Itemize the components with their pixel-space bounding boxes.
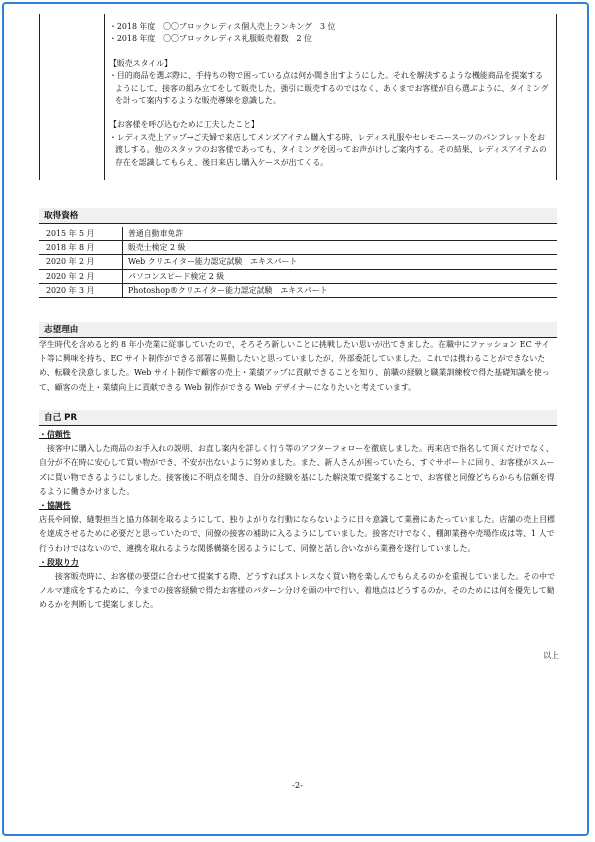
ranking-line: ・2018 年度 〇〇ブロックレディス個人売上ランキング 3 位 [109, 22, 336, 31]
qualification-date: 2020 年 2 月 [39, 255, 123, 269]
pr-title-cooperation: ・協調性 [39, 501, 71, 511]
qualification-row [39, 283, 557, 297]
self-pr-heading: 自己 PR [39, 410, 557, 426]
qualification-row [39, 255, 557, 269]
sales-style-heading: 【販売スタイル】 [109, 58, 172, 68]
qualification-item: 販売士検定 2 級 [123, 241, 558, 255]
qualification-date: 2020 年 2 月 [39, 269, 123, 283]
pr-text-cooperation: 店長や同僚、縫製担当と協力体制を取るようにして、独りよがりな行動にならないように日々意識して業務にあたっていました。店舗の売上目標を達成させるために必要だと思っていたので、同僚の接客の補助に入るようにしていました。接客だけでなく、棚卸業務や売場作成は等、1 人で行うわけではないので、連携を取れるような関係構築を図るようにして、同僚と話し合いながら業務を遂行していました。 [39, 515, 555, 553]
pr-text-reliability: 接客中に購入した商品のお手入れの説明、お直し案内を詳しく行う等のアフターフォローを徹底しました。再来店で指名して頂くだけでなく、自分が不在時に安心して買い物ができ、不安が出ないように努めました。また、新人さんが困っていたら、すぐサポートに回り、お客様がスムーズに買い物できるようにしました。接客後に不明点を聞き、自分の経験を基にした解決策で提案することで、お客様と同僚どちらからも信頼を得るように働きかけました。 [39, 444, 555, 496]
qualifications-table [39, 227, 557, 298]
motivation-paragraph: 学生時代を含めると約 8 年小売業に従事していたので、そろそろ新しいことに挑戦したい思いが出てきました。在職中にファッション EC サイト等に興味を持ち、EC サイト制作ができる部署に異動したいと思っていましたが、外部委託していました。これでは携わることができないため、転職を決意しました。Web サイト制作で顧客の売上・業績アップに貢献できることを知り、前職の経験と職業訓練校で得た基礎知識を使って、顧客の売上・業績向上に貢献できる Web 制作ができる Web デザイナーになりたいと考えています。 [39, 340, 550, 392]
page-number: -2- [292, 780, 303, 790]
career-table-continuation [39, 14, 557, 180]
pr-title-planning: ・段取り力 [39, 557, 79, 567]
qualification-date: 2015 年 5 月 [39, 227, 123, 241]
qualification-row [39, 227, 557, 241]
qualification-item: Photoshop®クリエイター能力認定試験 エキスパート [123, 283, 558, 297]
pr-title-reliability: ・信頼性 [39, 430, 71, 439]
qualification-date: 2020 年 3 月 [39, 283, 123, 297]
qualification-row [39, 241, 557, 255]
ranking-line: ・2018 年度 〇〇ブロックレディス礼服販売着数 2 位 [109, 34, 312, 44]
qualification-date: 2018 年 8 月 [39, 241, 123, 255]
qualifications-heading: 取得資格 [39, 208, 557, 224]
closing-text: 以上 [543, 651, 559, 660]
motivation-text [39, 338, 557, 395]
sales-style-text: ・目的商品を選ぶ際に、手持ちの物で困っている点は何か聞き出すようにした。それを解決するような機能商品を提案するようにして、接客の組み立てをして販売した。強引に販売するのではなく、あくまでお客様が自ら選ぶように、タイミングを計って案内するような販売導線を意識した。 [109, 71, 549, 106]
customer-heading: 【お客様を呼び込むために工夫したこと】 [109, 120, 259, 130]
qualification-row [39, 269, 557, 283]
qualification-item: パソコンスピード検定 2 級 [123, 269, 558, 283]
career-details [109, 21, 550, 169]
table-divider [104, 14, 105, 180]
qualification-item: 普通自動車免許 [123, 227, 558, 241]
customer-text: ・レディス売上アップ→ご夫婦で来店してメンズアイテム購入する時、レディス礼服やセレモニースーツのパンフレットをお渡しする。他のスタッフのお客様であっても、タイミングを図ってお声がけしご案内する。その結果、レディスアイテムの存在を認識してもらえ、後日来店し購入ケースが出てくる。 [109, 132, 547, 167]
qualification-item: Web クリエイター能力認定試験 エキスパート [123, 255, 558, 269]
pr-text-planning: 接客販売時に、お客様の要望に合わせて提案する際、どうすればストレスなく買い物を楽しんでもらえるのかを重視していました。その中でノルマ達成をするために、今までの接客経験で得たお客様のパターン分けを頭の中で行い、着地点はどうするのか、そのためには何を優先して勧めるかを判断して提案しました。 [39, 572, 556, 610]
motivation-heading: 志望理由 [39, 322, 557, 338]
self-pr-body [39, 428, 557, 613]
